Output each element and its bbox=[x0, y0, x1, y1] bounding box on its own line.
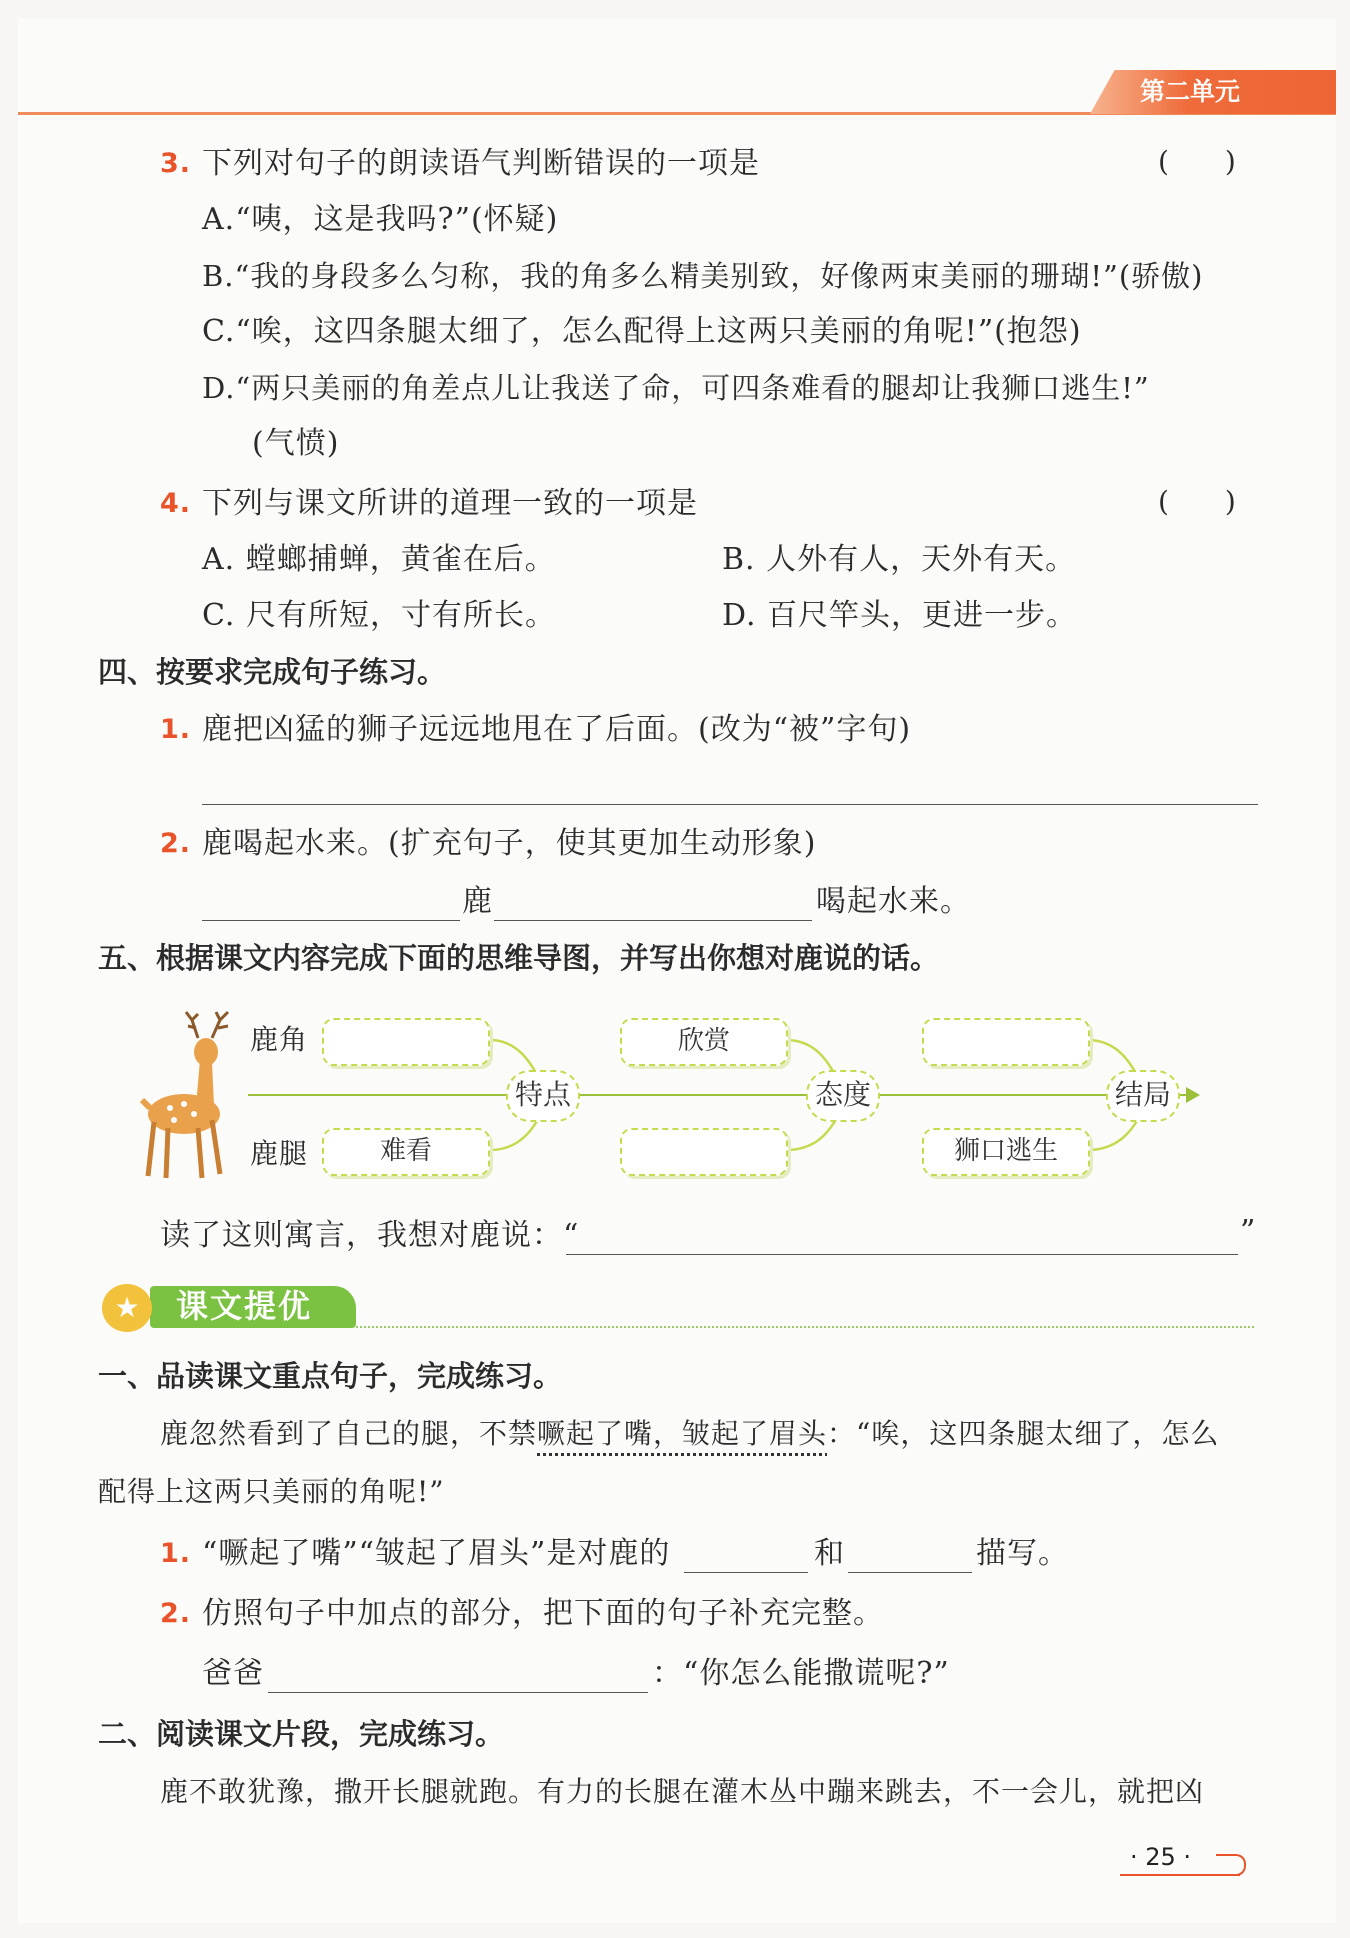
improve1-q2-text: 仿照句子中加点的部分，把下面的句子补充完整。 bbox=[202, 1596, 884, 1631]
q4-stem: 下列与课文所讲的道理一致的一项是 bbox=[202, 486, 698, 521]
q3-option-b: B.“我的身段多么匀称，我的角多么精美别致，好像两束美丽的珊瑚!”(骄傲) bbox=[202, 259, 1204, 293]
mindmap-attitude-node: 态度 bbox=[806, 1070, 880, 1122]
mindmap-escape-box: 狮口逃生 bbox=[922, 1128, 1090, 1176]
sec4-q2-text: 鹿喝起水来。(扩充句子，使其更加生动形象) bbox=[202, 826, 817, 861]
mindmap-ending-node: 结局 bbox=[1106, 1070, 1180, 1122]
q4-option-b: B. 人外有人，天外有天。 bbox=[722, 542, 1077, 577]
sec4-q1-number: 1. bbox=[160, 714, 192, 745]
improve1-passage-line2: 配得上这两只美丽的角呢!” bbox=[98, 1475, 445, 1508]
q4-option-c: C. 尺有所短，寸有所长。 bbox=[202, 598, 556, 633]
improve1-passage-line1 bbox=[160, 1414, 1219, 1454]
passage-dotted-phrase: 噘起了嘴，皱起了眉头 bbox=[537, 1417, 828, 1450]
say-to-deer-close-quote: ” bbox=[1240, 1214, 1257, 1249]
improve1-title: 一、品读课文重点句子，完成练习。 bbox=[98, 1359, 563, 1393]
sec4-q1-text: 鹿把凶猛的狮子远远地甩在了后面。(改为“被”字句) bbox=[202, 712, 912, 747]
q3-option-d-tail: (气愤) bbox=[252, 426, 340, 461]
mindmap-leg-box: 难看 bbox=[322, 1128, 490, 1176]
page-number: · 25 · bbox=[1130, 1843, 1192, 1871]
q4-number: 4. bbox=[160, 488, 192, 519]
improve1-q2-number: 2. bbox=[160, 1598, 192, 1629]
banner-dotted-rule bbox=[356, 1326, 1254, 1328]
passage-text-b: ：“唉，这四条腿太细了，怎么 bbox=[827, 1417, 1220, 1450]
unit-tab-label: 第二单元 bbox=[1140, 77, 1241, 106]
mindmap-feature-node: 特点 bbox=[506, 1070, 580, 1122]
mindmap-horn-label: 鹿角 bbox=[250, 1023, 309, 1056]
improve1-q2-quote: ：“你怎么能撒谎呢?” bbox=[652, 1656, 950, 1691]
trophy-icon: ★ bbox=[102, 1284, 152, 1332]
q3-number: 3. bbox=[160, 148, 192, 179]
say-to-deer-answer-line[interactable] bbox=[566, 1254, 1238, 1255]
improve1-q1-text: “噘起了嘴”“皱起了眉头”是对鹿的 bbox=[202, 1536, 671, 1571]
improve1-q1-and: 和 bbox=[814, 1536, 845, 1571]
q3-stem: 下列对句子的朗读语气判断错误的一项是 bbox=[202, 146, 760, 181]
footer-swoosh-icon bbox=[1216, 1854, 1246, 1876]
q4-option-d: D. 百尺竿头，更进一步。 bbox=[722, 598, 1078, 633]
improve1-q1-blank-2[interactable] bbox=[848, 1572, 972, 1573]
mindmap-admire-box: 欣赏 bbox=[620, 1018, 788, 1066]
say-to-deer-prompt: 读了这则寓言，我想对鹿说：“ bbox=[160, 1218, 580, 1253]
section5-title: 五、根据课文内容完成下面的思维导图，并写出你想对鹿说的话。 bbox=[98, 941, 940, 975]
improve1-q1-tail: 描写。 bbox=[976, 1536, 1069, 1571]
mindmap-attitude-blank-box[interactable] bbox=[620, 1128, 788, 1176]
sec4-q2-deer: 鹿 bbox=[462, 884, 493, 919]
improve1-q1-number: 1. bbox=[160, 1538, 192, 1569]
mindmap-horn-box[interactable] bbox=[322, 1018, 490, 1066]
improve1-q2-blank[interactable] bbox=[268, 1692, 648, 1693]
sec4-q2-number: 2. bbox=[160, 828, 192, 859]
sec4-q2-drink: 喝起水来。 bbox=[816, 884, 971, 919]
improve1-q1-blank-1[interactable] bbox=[684, 1572, 808, 1573]
improve2-title: 二、阅读课文片段，完成练习。 bbox=[98, 1717, 505, 1751]
mindmap-ending-blank-box[interactable] bbox=[922, 1018, 1090, 1066]
q3-answer-paren[interactable]: ( ) bbox=[1158, 145, 1236, 178]
section4-title: 四、按要求完成句子练习。 bbox=[98, 655, 447, 689]
q3-option-c: C.“唉，这四条腿太细了，怎么配得上这两只美丽的角呢!”(抱怨) bbox=[202, 314, 1082, 349]
mindmap-leg-label: 鹿腿 bbox=[250, 1137, 309, 1170]
improve2-passage: 鹿不敢犹豫，撒开长腿就跑。有力的长腿在灌木丛中蹦来跳去，不一会儿，就把凶 bbox=[160, 1775, 1205, 1808]
banner-title: 课文提优 bbox=[176, 1287, 313, 1325]
improve1-q2-dad: 爸爸 bbox=[202, 1656, 264, 1691]
q3-option-a: A.“咦，这是我吗?”(怀疑) bbox=[202, 202, 559, 237]
q4-answer-paren[interactable]: ( ) bbox=[1158, 485, 1236, 518]
q3-option-d: D.“两只美丽的角差点儿让我送了命，可四条难看的腿却让我狮口逃生!” bbox=[202, 371, 1150, 405]
passage-text-a: 鹿忽然看到了自己的腿，不禁 bbox=[160, 1417, 538, 1450]
q4-option-a: A. 螳螂捕蝉，黄雀在后。 bbox=[202, 542, 556, 577]
